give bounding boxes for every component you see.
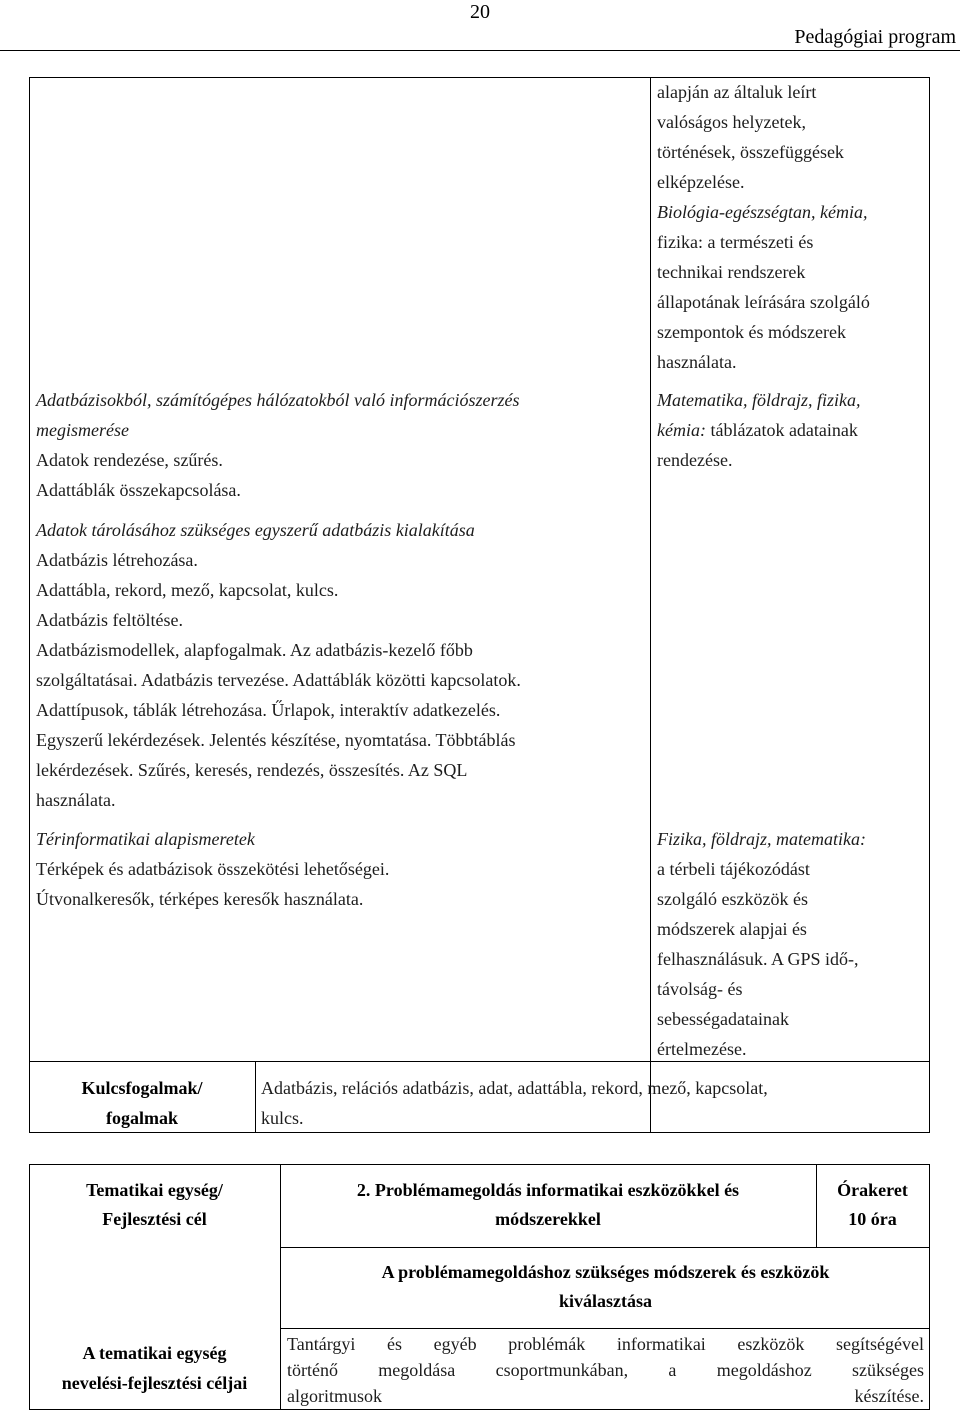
- text-line: módszerek alapjai és: [657, 919, 807, 939]
- text-fragment: algoritmusok: [287, 1386, 382, 1406]
- section-gis-basics: [36, 824, 616, 914]
- text-line: alapján az általuk leírt: [657, 82, 817, 102]
- text-line: valóságos helyzetek,: [657, 112, 806, 132]
- section-title: Adatok tárolásához szükséges egyszerű adatbázis kialakítása: [36, 520, 475, 540]
- text-line: [287, 1383, 924, 1409]
- text-line: Adattáblák összekapcsolása.: [36, 480, 241, 500]
- text-line: Adatbázis létrehozása.: [36, 550, 198, 570]
- subtitle-line: A problémamegoldáshoz szükséges módszerek és eszközök: [381, 1262, 830, 1282]
- hours-value: 10 óra: [848, 1209, 897, 1229]
- column-divider: [650, 78, 651, 1132]
- text-fragment: táblázatok adatainak: [705, 420, 858, 440]
- text-line: történések, összefüggések: [657, 142, 844, 162]
- text-line: szempontok és módszerek: [657, 322, 846, 342]
- row-divider: [280, 1247, 929, 1248]
- goals-text: [287, 1331, 924, 1409]
- key-concepts-label: [30, 1073, 254, 1133]
- text-line: Adattábla, rekord, mező, kapcsolat, kulcs.: [36, 580, 339, 600]
- text-line: kulcs.: [261, 1108, 304, 1128]
- title-line: módszerekkel: [495, 1209, 601, 1229]
- text-line: Adatok rendezése, szűrés.: [36, 450, 223, 470]
- unit-subtitle: [283, 1258, 928, 1316]
- right-section-1: [657, 385, 927, 475]
- label-line: Fejlesztési cél: [102, 1209, 207, 1229]
- label-line: Kulcsfogalmak/: [81, 1078, 203, 1098]
- subject-lead: kémia:: [657, 420, 706, 440]
- subject-lead: Biológia-egészségtan, kémia,: [657, 202, 868, 222]
- hours-label: Órakeret: [837, 1180, 908, 1200]
- unit-label: [30, 1176, 279, 1234]
- text-line: felhasználásuk. A GPS idő-,: [657, 949, 859, 969]
- text-line: értelmezése.: [657, 1039, 747, 1059]
- section-databases-info: [36, 385, 616, 505]
- right-intro: [657, 77, 927, 377]
- text-line: történő megoldása csoportmunkában, a megoldáshoz szükséges: [287, 1360, 924, 1380]
- label-line: nevelési-fejlesztési céljai: [61, 1373, 248, 1393]
- column-divider: [280, 1165, 281, 1409]
- text-line: használata.: [657, 352, 737, 372]
- text-line: Tantárgyi és egyéb problémák informatikai eszközök segítségével: [287, 1334, 924, 1354]
- row-divider: [280, 1328, 929, 1329]
- header-rule: [0, 50, 960, 51]
- hours-cell: [816, 1176, 929, 1234]
- text-line: Egyszerű lekérdezések. Jelentés készítése, nyomtatása. Többtáblás: [36, 730, 516, 750]
- text-line: állapotának leírására szolgáló: [657, 292, 870, 312]
- text-line: Adatbázis feltöltése.: [36, 610, 183, 630]
- key-concepts-value: [261, 1073, 926, 1133]
- text-line: fizika: a természeti és: [657, 232, 814, 252]
- label-line: Tematikai egység/: [86, 1180, 223, 1200]
- subject-lead: Fizika, földrajz, matematika:: [657, 829, 866, 849]
- text-line: szolgáló eszközök és: [657, 889, 808, 909]
- label-line: fogalmak: [106, 1108, 178, 1128]
- text-line: Adatbázismodellek, alapfogalmak. Az adatbázis-kezelő főbb: [36, 640, 473, 660]
- text-line: lekérdezések. Szűrés, keresés, rendezés, összesítés. Az SQL: [36, 760, 468, 780]
- section-simple-database: [36, 515, 616, 815]
- running-head: Pedagógiai program: [794, 26, 956, 48]
- text-line: sebességadatainak: [657, 1009, 789, 1029]
- goals-label: [30, 1338, 279, 1398]
- text-line: használata.: [36, 790, 116, 810]
- text-line: szolgáltatásai. Adatbázis tervezése. Adattáblák közötti kapcsolatok.: [36, 670, 521, 690]
- text-line: rendezése.: [657, 450, 733, 470]
- text-line: Adattípusok, táblák létrehozása. Űrlapok, interaktív adatkezelés.: [36, 700, 501, 720]
- text-line: a térbeli tájékozódást: [657, 859, 810, 879]
- subject-lead: Matematika, földrajz, fizika,: [657, 390, 861, 410]
- subtitle-line: kiválasztása: [558, 1291, 652, 1311]
- text-line: elképzelése.: [657, 172, 745, 192]
- text-line: technikai rendszerek: [657, 262, 806, 282]
- text-line: Térképek és adatbázisok összekötési lehetőségei.: [36, 859, 390, 879]
- text-line: [657, 415, 927, 445]
- text-fragment: készítése.: [854, 1386, 924, 1406]
- right-section-3: [657, 824, 927, 1064]
- unit-title: [283, 1176, 813, 1234]
- section-title: megismerése: [36, 420, 129, 440]
- section-title: Adatbázisokból, számítógépes hálózatokból való információszerzés: [36, 390, 520, 410]
- section-title: Térinformatikai alapismeretek: [36, 829, 255, 849]
- key-concepts-divider: [255, 1061, 256, 1132]
- text-line: Útvonalkeresők, térképes keresők használata.: [36, 889, 364, 909]
- label-line: A tematikai egység: [82, 1343, 227, 1363]
- text-line: Adatbázis, relációs adatbázis, adat, adattábla, rekord, mező, kapcsolat,: [261, 1078, 768, 1098]
- text-line: távolság- és: [657, 979, 743, 999]
- title-line: 2. Problémamegoldás informatikai eszközökkel és: [356, 1180, 740, 1200]
- page-number: 20: [470, 1, 490, 23]
